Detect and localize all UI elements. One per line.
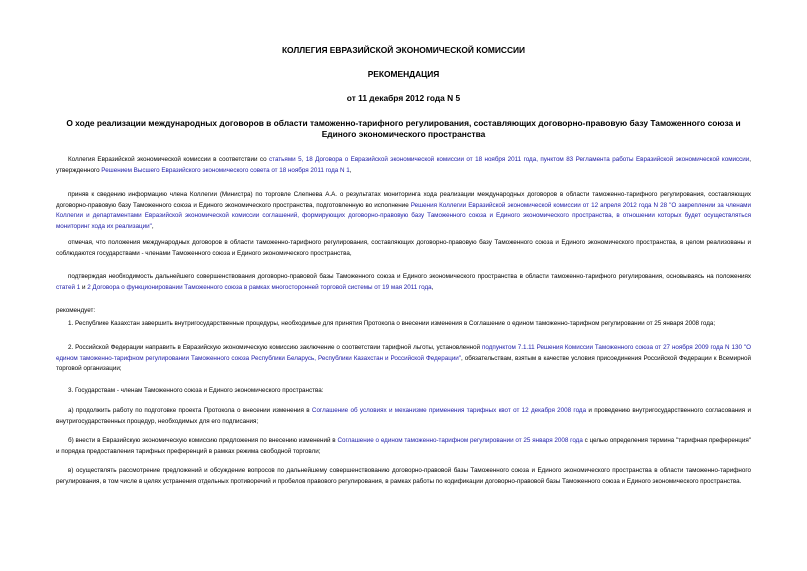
document-title	[56, 118, 751, 140]
paragraph-recommends: рекомендует:	[56, 307, 96, 314]
link-council-decision[interactable]: Решением Высшего Евразийского экономического совета от 18 ноября 2011 года N 1	[101, 166, 350, 174]
paragraph-item-1: 1. Республике Казахстан завершить внутригосударственные процедуры, необходимые для принятия Протокола о внесении изменения в Соглашение о едином таможенно-тарифном регулировании от 25 января 2008 года;	[68, 320, 716, 327]
title-line-2: Единого экономического пространства	[321, 129, 486, 139]
paragraph-item-2	[56, 343, 751, 375]
text: ,	[349, 166, 352, 174]
link-customs-union-treaty[interactable]: 2 Договора о функционировании Таможенного союза в рамках многосторонней торговой системы от 19 мая 2011 года	[87, 283, 432, 291]
document-kind: РЕКОМЕНДАЦИЯ	[367, 69, 440, 79]
paragraph-preamble	[56, 155, 751, 176]
title-line-1: О ходе реализации международных договоров в области таможенно-тарифного регулирования, составляющих договорно-правовую базу Таможенного союза и	[66, 118, 741, 128]
text: Коллегия Евразийской экономической комиссии в соответствии со	[68, 156, 270, 163]
link-treaty-articles[interactable]: статьями 5, 18 Договора о Евразийской экономической комиссии от 18 ноября 2011 года, пунктом 83 Регламента работы Евразийской экономической комиссии	[269, 156, 750, 163]
text: ,	[431, 283, 434, 291]
link-article-1[interactable]: статей 1	[56, 283, 81, 291]
text: , обязательствам, взятым в качестве условия присоединения Российской Федерации к Всемирной торговой организации;	[56, 354, 751, 373]
text: с целью определения термина "тарифная преференция" и порядка предоставления тарифных преференций в рамках режима свободной торговли;	[56, 437, 751, 455]
paragraph-item-3a	[56, 406, 751, 427]
text: ,	[151, 222, 154, 230]
link-collegium-decision[interactable]: Решения Коллегии Евразийской экономической комиссии от 12 апреля 2012 года N 28 "О закреплении за членами Коллегии и департаментами Евразийской экономической комиссии соглашений, формирующих договорно-правовую базу Таможенного союза и Единого экономического пространства, в отношении которых будет осуществляться мониторинг хода их реализации"	[56, 201, 751, 230]
text: приняв к сведению информацию члена Коллегии (Министра) по торговле Слепнева А.А. о результатах мониторинга хода реализации международных договоров в области таможенно-тарифного регулирования, составляющих договорно-правовую базу Таможенного союза и Единого экономического пространства, подготовленную во исполнение	[56, 191, 751, 209]
text: подтверждая необходимость дальнейшего совершенствования договорно-правовой базы Таможенного союза и Единого экономического пространства в области таможенно-тарифного регулирования, основываясь на положениях	[68, 273, 751, 280]
paragraph-confirming	[56, 272, 751, 293]
text: б) внести в Евразийскую экономическую комиссию предложения по внесению изменений в	[68, 437, 338, 444]
link-tariff-regulation-agreement[interactable]: Соглашение о едином таможенно-тарифном регулировании от 25 января 2008 года	[337, 437, 583, 444]
document-date: от 11 декабря 2012 года N 5	[346, 93, 461, 103]
text: и	[80, 283, 88, 291]
paragraph-item-3b	[56, 436, 751, 457]
paragraph-taking-note	[56, 190, 751, 232]
text: и проведению внутригосударственного согласования и внутригосударственных процедур, необходимых для его подписания;	[56, 407, 751, 425]
paragraph-item-3c: в) осуществлять рассмотрение предложений и обсуждение вопросов по дальнейшему совершенствованию договорно-правовой базы Таможенного союза и Единого экономического пространства в области таможенно-тарифного регулирования, в том числе в целях устранения отдельных противоречий и пробелов правового регулирования, в рамках работы по кодификации договорно-правовой базы Таможенного союза и Единого экономического пространства.	[56, 467, 751, 485]
paragraph-item-3: 3. Государствам - членам Таможенного союза и Единого экономического пространства:	[68, 387, 324, 394]
issuer-heading: КОЛЛЕГИЯ ЕВРАЗИЙСКОЙ ЭКОНОМИЧЕСКОЙ КОМИССИИ	[281, 45, 526, 55]
text: 2. Российской Федерации направить в Евразийскую экономическую комиссию заключение о соответствии тарифной льготы, установленной	[68, 344, 483, 351]
paragraph-noting: отмечая, что положения международных договоров в области таможенно-тарифного регулирования, составляющих договорно-правовую базу Таможенного союза и Единого экономического пространства, в целом реализованы и соблюдаются государствами - членами Таможенного союза и Единого экономического пространства,	[56, 239, 751, 257]
link-commission-decision-130[interactable]: подпунктом 7.1.11 Решения Комиссии Таможенного союза от 27 ноября 2009 года N 130 "О едином таможенно-тарифном регулировании Таможенного союза Республики Беларусь, Республики Казахстан и Российской Федерации"	[56, 344, 751, 362]
text: а) продолжить работу по подготовке проекта Протокола о внесении изменения в	[68, 407, 312, 414]
link-tariff-quota-agreement[interactable]: Соглашение об условиях и механизме применения тарифных квот от 12 декабря 2008 года	[311, 407, 587, 414]
text: , утвержденного	[56, 156, 751, 174]
